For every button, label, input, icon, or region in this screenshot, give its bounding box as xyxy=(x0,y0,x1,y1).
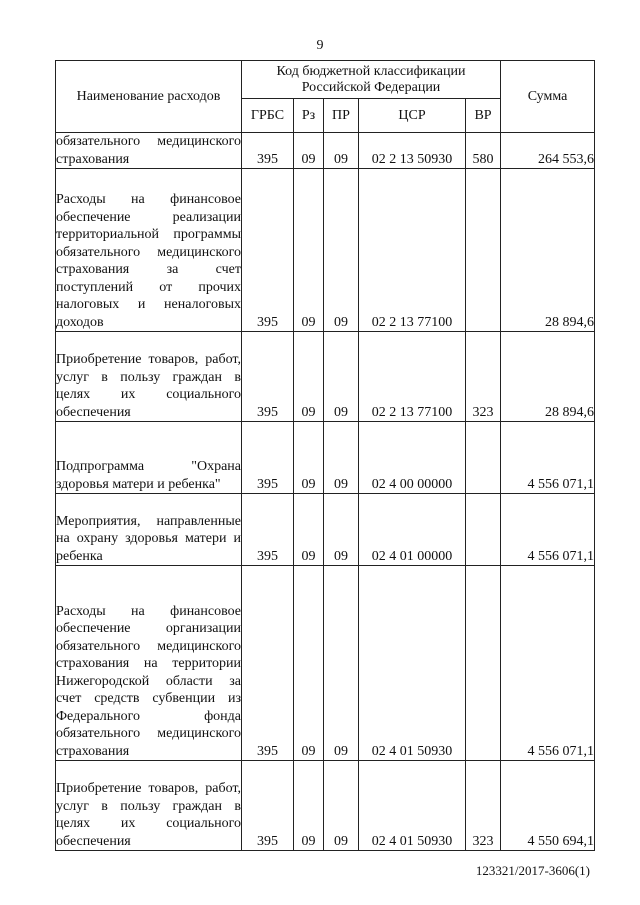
row-csr: 02 4 01 50930 xyxy=(359,761,466,851)
row-rz: 09 xyxy=(294,761,324,851)
header-code-group: Код бюджетной классификации Российской Федерации xyxy=(242,61,501,99)
row-csr: 02 2 13 77100 xyxy=(359,169,466,332)
row-csr: 02 4 01 00000 xyxy=(359,494,466,566)
row-amount: 4 556 071,1 xyxy=(501,494,595,566)
table-row xyxy=(56,761,595,851)
header-rz: Рз xyxy=(294,99,324,133)
header-name: Наименование расходов xyxy=(56,61,242,133)
row-rz: 09 xyxy=(294,566,324,761)
table-row xyxy=(56,422,595,494)
table-row xyxy=(56,133,595,169)
row-vr xyxy=(466,169,501,332)
row-vr: 323 xyxy=(466,332,501,422)
row-name: Расходы на финансовое обеспечение реализации территориальной программы обязательного медицинского страхования за счет поступлений от прочих налоговых и неналоговых доходов xyxy=(56,169,242,332)
header-pr: ПР xyxy=(324,99,359,133)
row-amount: 28 894,6 xyxy=(501,332,595,422)
page-number: 9 xyxy=(316,38,324,53)
budget-table xyxy=(55,60,595,851)
row-name: Приобретение товаров, работ, услуг в пользу граждан в целях их социального обеспечения xyxy=(56,332,242,422)
row-csr: 02 2 13 77100 xyxy=(359,332,466,422)
header-amount: Сумма xyxy=(501,61,595,133)
row-amount: 264 553,6 xyxy=(501,133,595,169)
row-rz: 09 xyxy=(294,332,324,422)
row-rz: 09 xyxy=(294,494,324,566)
row-grbs: 395 xyxy=(242,761,294,851)
row-vr: 580 xyxy=(466,133,501,169)
row-vr xyxy=(466,566,501,761)
row-name: Приобретение товаров, работ, услуг в пользу граждан в целях их социального обеспечения xyxy=(56,761,242,851)
row-grbs: 395 xyxy=(242,494,294,566)
row-csr: 02 4 01 50930 xyxy=(359,566,466,761)
row-pr: 09 xyxy=(324,422,359,494)
row-pr: 09 xyxy=(324,761,359,851)
row-vr: 323 xyxy=(466,761,501,851)
header-grbs: ГРБС xyxy=(242,99,294,133)
header-csr: ЦСР xyxy=(359,99,466,133)
header-vr: ВР xyxy=(466,99,501,133)
row-pr: 09 xyxy=(324,566,359,761)
row-grbs: 395 xyxy=(242,169,294,332)
row-pr: 09 xyxy=(324,169,359,332)
row-name: Расходы на финансовое обеспечение организации обязательного медицинского страхования на территории Нижегородской области за счет средств субвенции из Федерального фонда обязательного медицинского страхования xyxy=(56,566,242,761)
row-grbs: 395 xyxy=(242,566,294,761)
row-amount: 28 894,6 xyxy=(501,169,595,332)
row-grbs: 395 xyxy=(242,332,294,422)
row-grbs: 395 xyxy=(242,133,294,169)
row-grbs: 395 xyxy=(242,422,294,494)
row-name: Подпрограмма "Охрана здоровья матери и ребенка" xyxy=(56,422,242,494)
row-vr xyxy=(466,422,501,494)
row-amount: 4 556 071,1 xyxy=(501,422,595,494)
row-pr: 09 xyxy=(324,332,359,422)
row-amount: 4 550 694,1 xyxy=(501,761,595,851)
document-code: 123321/2017-3606(1) xyxy=(475,863,590,878)
row-name: обязательного медицинского страхования xyxy=(56,134,241,167)
row-pr: 09 xyxy=(324,133,359,169)
table-row xyxy=(56,566,595,761)
row-rz: 09 xyxy=(294,422,324,494)
table-row xyxy=(56,169,595,332)
table-row xyxy=(56,494,595,566)
row-rz: 09 xyxy=(294,169,324,332)
row-csr: 02 2 13 50930 xyxy=(359,133,466,169)
table-row xyxy=(56,332,595,422)
row-csr: 02 4 00 00000 xyxy=(359,422,466,494)
row-pr: 09 xyxy=(324,494,359,566)
row-vr xyxy=(466,494,501,566)
row-name: Мероприятия, направленные на охрану здоровья матери и ребенка xyxy=(56,494,242,566)
row-amount: 4 556 071,1 xyxy=(501,566,595,761)
row-rz: 09 xyxy=(294,133,324,169)
